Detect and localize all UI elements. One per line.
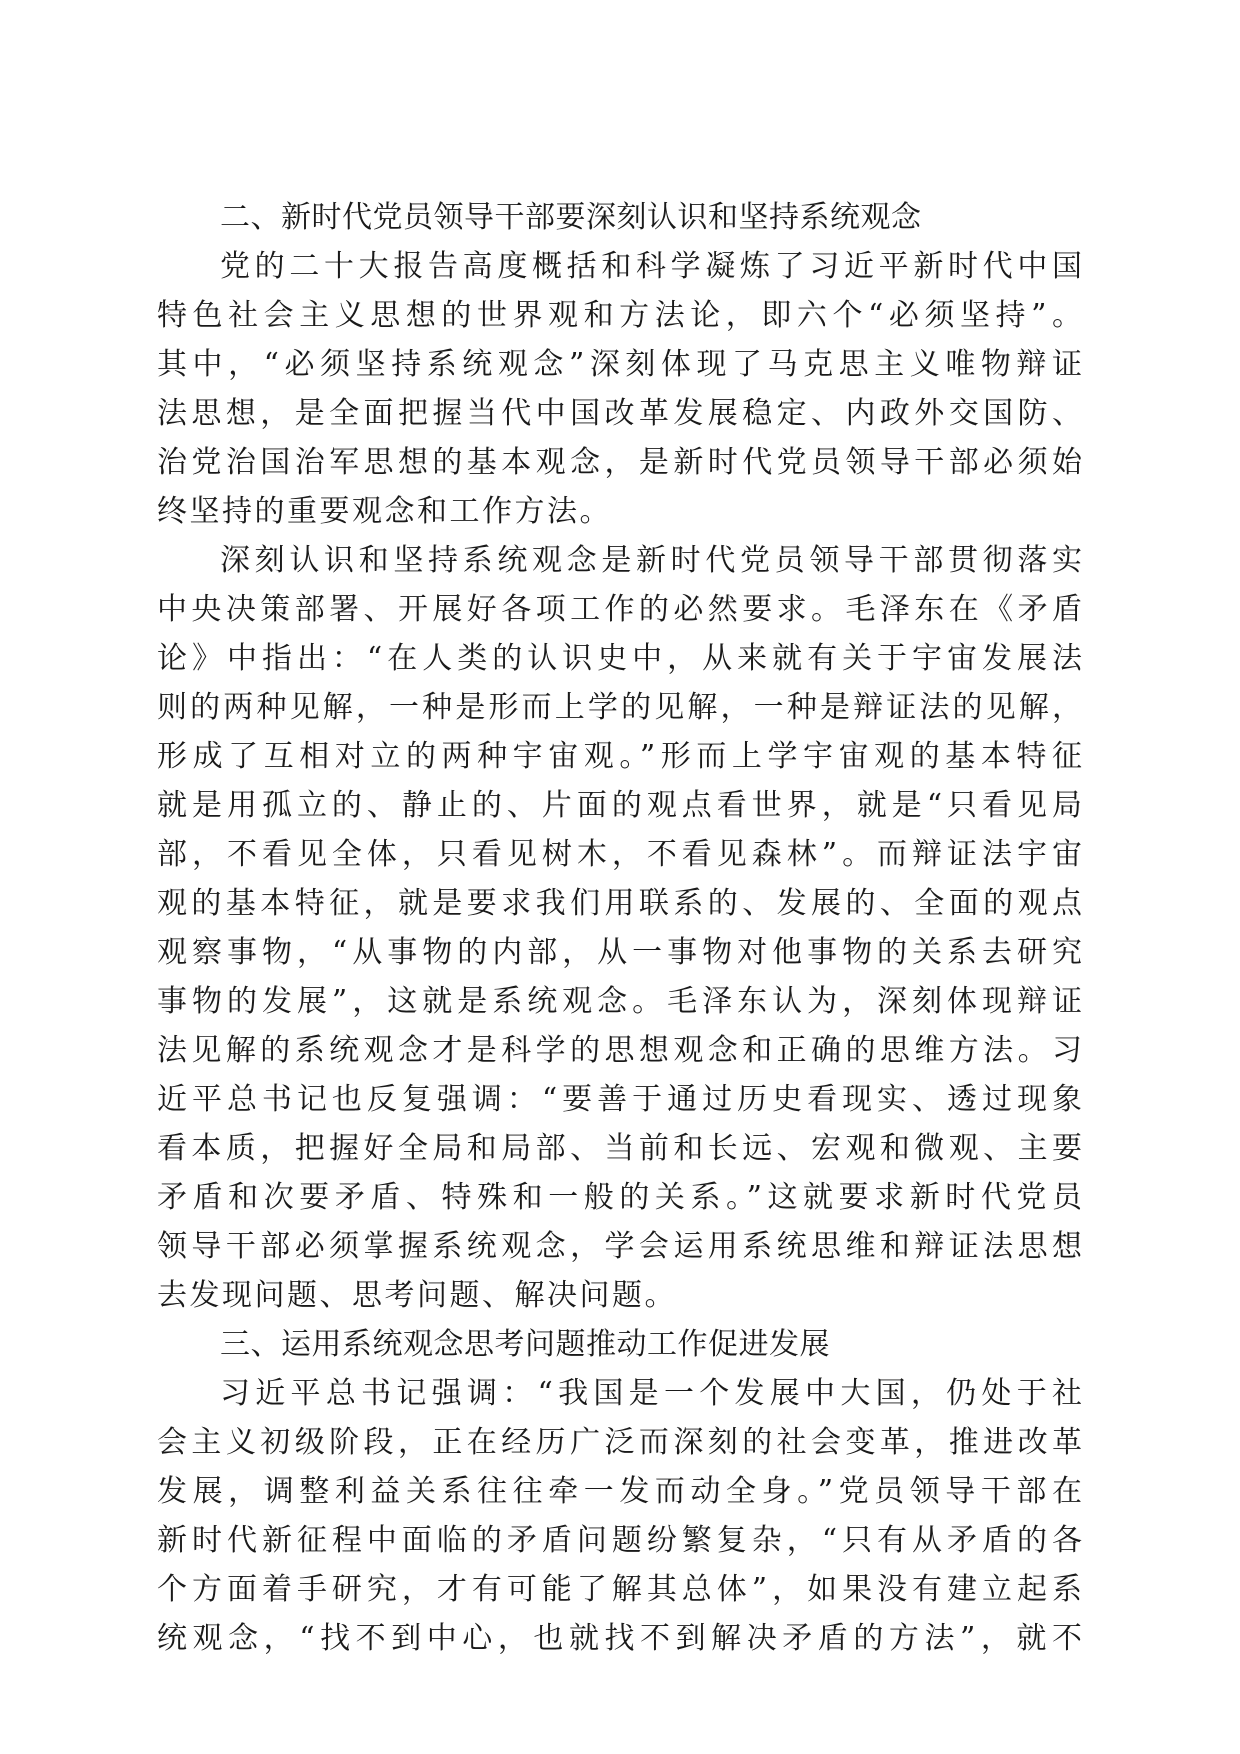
paragraph-line: 法见解的系统观念才是科学的思想观念和正确的思维方法。习 xyxy=(157,1033,1082,1068)
paragraph-three xyxy=(157,1369,1082,1663)
document-body xyxy=(157,193,1082,1663)
section-heading-two: 二、新时代党员领导干部要深刻认识和坚持系统观念 xyxy=(220,200,922,235)
paragraph-line: 终坚持的重要观念和工作方法。 xyxy=(157,494,612,529)
paragraph-line: 看本质，把握好全局和局部、当前和长远、宏观和微观、主要 xyxy=(157,1131,1082,1166)
section-heading-three: 三、运用系统观念思考问题推动工作促进发展 xyxy=(220,1327,830,1362)
paragraph-line: 中央决策部署、开展好各项工作的必然要求。毛泽东在《矛盾 xyxy=(157,592,1082,627)
paragraph-line: 形成了互相对立的两种宇宙观。”形而上学宇宙观的基本特征 xyxy=(157,739,1082,774)
paragraph-two xyxy=(157,536,1082,1320)
paragraph-one xyxy=(157,242,1082,536)
paragraph-line: 部，不看见全体，只看见树木，不看见森林”。而辩证法宇宙 xyxy=(157,837,1082,872)
paragraph-line: 特色社会主义思想的世界观和方法论，即六个“必须坚持”。 xyxy=(157,298,1082,333)
paragraph-line: 法思想，是全面把握当代中国改革发展稳定、内政外交国防、 xyxy=(157,396,1082,431)
paragraph-line: 会主义初级阶段，正在经历广泛而深刻的社会变革，推进改革 xyxy=(157,1425,1082,1460)
paragraph-line: 深刻认识和坚持系统观念是新时代党员领导干部贯彻落实 xyxy=(220,543,1082,578)
paragraph-line: 治党治国治军思想的基本观念，是新时代党员领导干部必须始 xyxy=(157,445,1082,480)
paragraph-line: 习近平总书记强调：“我国是一个发展中大国，仍处于社 xyxy=(220,1376,1082,1411)
paragraph-line: 个方面着手研究，才有可能了解其总体”，如果没有建立起系 xyxy=(157,1572,1082,1607)
paragraph-line: 观的基本特征，就是要求我们用联系的、发展的、全面的观点 xyxy=(157,886,1082,921)
paragraph-line: 则的两种见解，一种是形而上学的见解，一种是辩证法的见解， xyxy=(157,690,1082,725)
paragraph-line: 近平总书记也反复强调：“要善于通过历史看现实、透过现象 xyxy=(157,1082,1082,1117)
paragraph-line: 就是用孤立的、静止的、片面的观点看世界，就是“只看见局 xyxy=(157,788,1082,823)
paragraph-line: 新时代新征程中面临的矛盾问题纷繁复杂，“只有从矛盾的各 xyxy=(157,1523,1082,1558)
paragraph-line: 事物的发展”，这就是系统观念。毛泽东认为，深刻体现辩证 xyxy=(157,984,1082,1019)
paragraph-line: 观察事物，“从事物的内部，从一事物对他事物的关系去研究 xyxy=(157,935,1082,970)
paragraph-line: 去发现问题、思考问题、解决问题。 xyxy=(157,1278,677,1313)
paragraph-line: 统观念，“找不到中心，也就找不到解决矛盾的方法”，就不 xyxy=(157,1621,1082,1656)
paragraph-line: 发展，调整利益关系往往牵一发而动全身。”党员领导干部在 xyxy=(157,1474,1082,1509)
paragraph-line: 矛盾和次要矛盾、特殊和一般的关系。”这就要求新时代党员 xyxy=(157,1180,1082,1215)
paragraph-line: 领导干部必须掌握系统观念，学会运用系统思维和辩证法思想 xyxy=(157,1229,1082,1264)
paragraph-line: 论》中指出：“在人类的认识史中，从来就有关于宇宙发展法 xyxy=(157,641,1082,676)
paragraph-line: 其中，“必须坚持系统观念”深刻体现了马克思主义唯物辩证 xyxy=(157,347,1082,382)
paragraph-line: 党的二十大报告高度概括和科学凝炼了习近平新时代中国 xyxy=(220,249,1082,284)
